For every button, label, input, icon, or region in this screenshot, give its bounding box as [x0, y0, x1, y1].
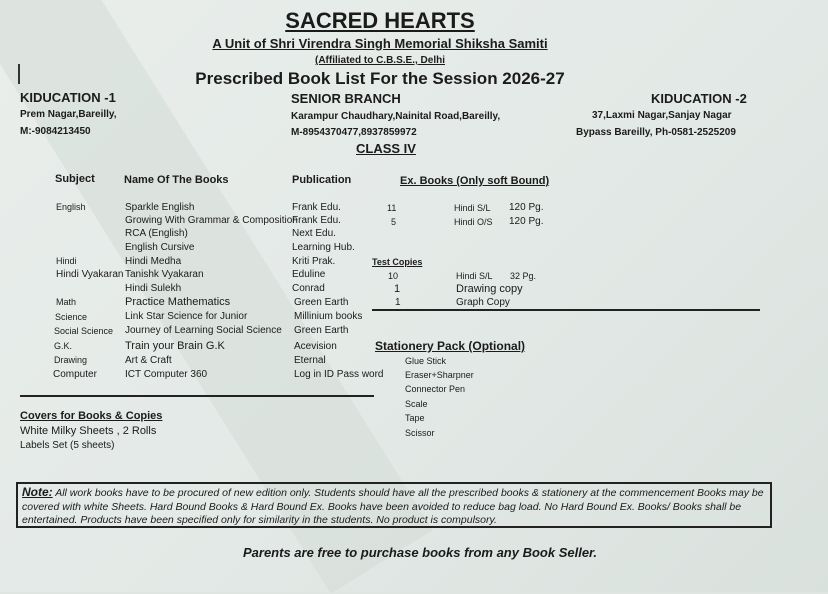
subject-cell: Social Science: [54, 326, 114, 336]
book-name-cell: Train your Brain G.K: [125, 340, 225, 352]
affiliation: (Affiliated to C.B.S.E., Delhi: [314, 55, 445, 66]
book-name-cell: Hindi Sulekh: [125, 283, 182, 294]
test-copy-type: Graph Copy: [456, 297, 510, 308]
test-copy-type: Hindi S/L: [456, 271, 493, 281]
publication-cell: Frank Edu.: [292, 202, 341, 213]
publication-cell: Frank Edu.: [292, 215, 341, 226]
subject-header: Subject: [55, 173, 95, 185]
left-branch-address: Prem Nagar,Bareilly,: [20, 109, 117, 120]
covers-line-2: Labels Set (5 sheets): [20, 440, 115, 451]
class-label: CLASS IV: [356, 141, 416, 156]
center-branch-address: Karampur Chaudhary,Nainital Road,Bareilly,: [291, 111, 501, 122]
publication-cell: Eternal: [294, 355, 326, 366]
book-name-cell: Hindi Medha: [125, 256, 182, 267]
test-copy-qty: 10: [388, 271, 399, 281]
covers-title: Covers for Books & Copies: [20, 410, 163, 422]
test-copy-pages: 32 Pg.: [510, 271, 537, 281]
book-name-cell: Art & Craft: [125, 355, 172, 366]
booklist-title: Prescribed Book List For the Session 2026-27: [195, 69, 565, 88]
book-name-cell: English Cursive: [125, 242, 195, 253]
note-content: [22, 486, 766, 528]
right-branch-address: 37,Laxmi Nagar,Sanjay Nagar: [592, 110, 732, 121]
center-branch-phone: M-8954370477,8937859972: [291, 127, 417, 138]
left-branch-phone: M:-9084213450: [20, 126, 91, 137]
covers-line-1: White Milky Sheets , 2 Rolls: [20, 425, 157, 437]
footer-text: Parents are free to purchase books from any Book Seller.: [242, 545, 597, 560]
left-branch-name: KIDUCATION -1: [20, 90, 116, 105]
subject-cell: G.K.: [54, 341, 73, 351]
book-name-cell: Growing With Grammar & Composition: [125, 215, 298, 226]
center-branch-name: SENIOR BRANCH: [291, 91, 401, 106]
publication-header: Publication: [292, 174, 352, 186]
ex-book-pages: 120 Pg.: [509, 216, 544, 227]
test-copy-type: Drawing copy: [456, 283, 523, 295]
subject-cell: Hindi Vyakaran: [56, 269, 124, 280]
ex-books-title: Ex. Books (Only soft Bound): [400, 175, 550, 187]
book-name-cell: ICT Computer 360: [125, 369, 208, 380]
publication-cell: Acevision: [294, 341, 337, 352]
stationery-item: Connector Pen: [405, 384, 466, 394]
margin-mark: [18, 64, 20, 84]
note-text: All work books have to be procured of new edition only. Students should have all the prescribed books & stationery at the commencement Books may be covered with white Sheets. Hard Bound Books & Hard Bound Ex. Books have been avoided to reduce bag load. No Hard Bound Ex. Books/ Books shall be entertained. Products have been specified only for similarity in the students. No product is compulsory.: [22, 487, 764, 526]
stationery-item: Eraser+Sharpner: [405, 370, 474, 380]
book-name-cell: Tanishk Vyakaran: [125, 269, 204, 280]
publication-cell: Green Earth: [294, 297, 349, 308]
publication-cell: Millinium books: [294, 311, 363, 322]
book-name-cell: Sparkle English: [125, 202, 195, 213]
book-name-cell: Link Star Science for Junior: [125, 311, 248, 322]
subject-cell: English: [56, 202, 86, 212]
stationery-item: Glue Stick: [405, 356, 447, 366]
ex-book-pages: 120 Pg.: [509, 202, 544, 213]
stationery-item: Tape: [405, 413, 425, 423]
note-label: Note:: [22, 485, 53, 499]
school-name: SACRED HEARTS: [285, 8, 475, 33]
ex-book-qty: 5: [391, 217, 397, 227]
publication-cell: Eduline: [292, 269, 326, 280]
publication-cell: Log in ID Pass word: [294, 369, 384, 380]
subject-cell: Computer: [53, 369, 97, 380]
ex-book-type: Hindi S/L: [454, 203, 491, 213]
subject-cell: Hindi: [56, 256, 77, 266]
book-name-cell: Practice Mathematics: [125, 296, 231, 308]
subject-cell: Math: [56, 297, 77, 307]
publication-cell: Next Edu.: [292, 228, 336, 239]
stationery-item: Scissor: [405, 428, 435, 438]
divider-right: [372, 309, 760, 311]
note-box: [16, 482, 772, 528]
stationery-item: Scale: [405, 399, 428, 409]
subject-cell: Science: [55, 312, 88, 322]
test-copy-qty: 1: [395, 297, 401, 308]
divider-left: [20, 395, 374, 397]
unit-line: A Unit of Shri Virendra Singh Memorial Shiksha Samiti: [212, 36, 548, 51]
right-branch-phone: Bypass Bareilly, Ph-0581-2525209: [576, 127, 736, 138]
publication-cell: Green Earth: [294, 325, 349, 336]
book-name-cell: RCA (English): [125, 228, 188, 239]
stationery-title: Stationery Pack (Optional): [375, 339, 526, 353]
right-branch-name: KIDUCATION -2: [651, 91, 747, 106]
subject-cell: Drawing: [54, 355, 88, 365]
book-name-header: Name Of The Books: [124, 174, 229, 186]
test-copies-title: Test Copies: [372, 257, 423, 267]
publication-cell: Learning Hub.: [292, 242, 355, 253]
publication-cell: Conrad: [292, 283, 325, 294]
ex-book-qty: 11: [387, 203, 397, 213]
test-copy-qty: 1: [394, 283, 401, 295]
book-name-cell: Journey of Learning Social Science: [125, 325, 282, 336]
ex-book-type: Hindi O/S: [454, 217, 493, 227]
publication-cell: Kriti Prak.: [292, 256, 336, 267]
